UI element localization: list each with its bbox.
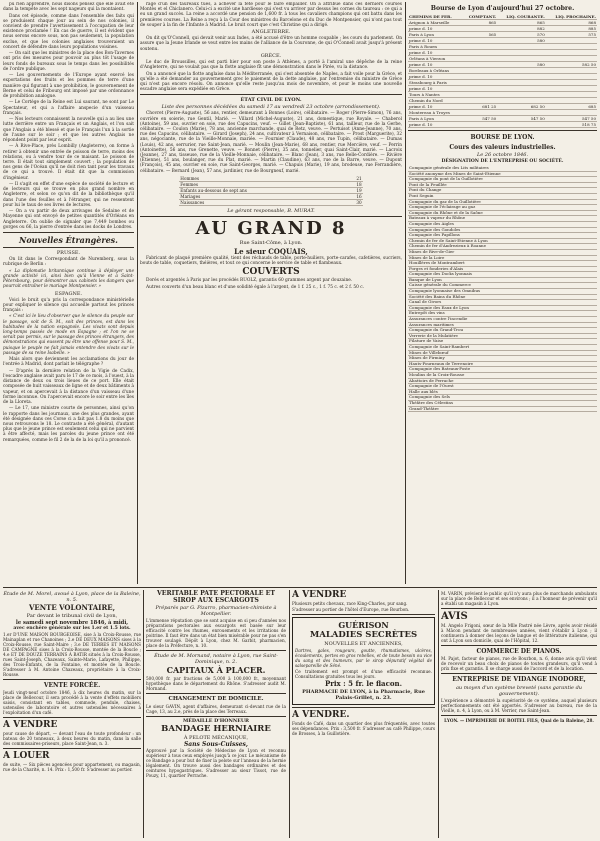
valeur-name: Pont de la Feuillée [408, 182, 597, 188]
article-paragraph: pu rien apprendre, nous disons pensez que elle avait été dans la tempête avec les sept nageurs qui la montaient. [3, 2, 134, 13]
valeur-name: Canal de Givors [408, 300, 597, 306]
row-name: Montereau à Troyes [408, 110, 462, 116]
valeur-name: Pont du Change [408, 188, 597, 194]
ad-text: Ce traitement est prompt et d'une efficacité reconnue. Consultations gratuites tous les jours. [295, 669, 432, 679]
ad-head: Étude de M. Mornand, notaire à Lyon, rue Saint-Dominique, n. 2. [154, 653, 278, 665]
ad-text: M. Pajot, facteur de pianos, rue de Bourbon, n. 6, donne avis qu'il vient de recevoir un beau choix de pianos de toutes grandeurs, qu'il vend à prix fixe et garantis. Il se charge aussi de l'accord et de la location. [441, 656, 597, 671]
divider [146, 650, 286, 651]
article-paragraph: — D'après la dernière relation de la Vigie de Cadix, l'escadre anglaise avait paru le 17 de ce mois, à l'ouest, à la distance de deux ou trois lieues de ce port. Elle était composée de huit vaisseaux de ligne et de deux bâtiments à vapeur, et on apercevait à la distance d'un vaisseau d'une forme inconnue. On l'apercevait encore le soir entre les îles de la Lloreta. [3, 368, 134, 406]
valeur-name: Chemin de fer d'Andrezieux à Roanne [408, 244, 597, 250]
ad-sub: À PELOTE MÉCANIQUE, [183, 734, 249, 741]
row-name: Paris à Lyon [408, 32, 462, 38]
valeur-name: Moulins de la Croix-Rousse [408, 372, 597, 378]
ad-title: VENTE VOLONTAIRE, [28, 603, 116, 612]
liq-courante-cell: 682 50 [497, 104, 546, 110]
ad-address: Rue Saint-Côme, à Lyon. [239, 239, 303, 246]
country-heading: GRÈCE. [260, 53, 282, 59]
ad-column-4 [441, 590, 597, 838]
ad-text: Dartres, gales, rougeurs, goutte, rhumatismes, ulcères, écoulements, pertes en gros rebelles, et de toute besoin ou vice du sang et des humeurs, par le sirop dépuratif végétal de salsepareille de Séné. [295, 648, 432, 668]
ad-text: Fonds de Café, dans un quartier des plus fréquentés, avec toutes ses dépendances. Prix : 3,500 fr. S'adresser au café Philippe, cours de Brosses, à la Guillotière. [292, 721, 435, 736]
valeur-name: Compagnie du pont de la Guillotière [408, 177, 597, 183]
bourse-table [408, 14, 597, 128]
article-paragraph: On lit dans le Correspondant de Nuremberg, sous la rubrique de Berlin : [3, 257, 134, 268]
bourse-title-2: BOURSE DE LYON. [470, 134, 535, 141]
ad-title: AU GRAND 8 [195, 217, 347, 239]
ad-text: M. Angelo Frigoni, sœur de la Mlle Pastré née Lèvre, après avoir résidé à Mâcon pendant de nombreuses années, vient s'établir à Lyon ; il continuera à donner des leçons de langue et de littérature italienne, qui ont à Lyon son domicile, quai de l'Hôpital, 12. [441, 623, 597, 643]
divider [3, 247, 134, 248]
row-name: prime d. 10 [408, 122, 462, 128]
valeur-name: Compagnie des Gondoles [408, 227, 597, 233]
ad-text: L'expérience a démontré la supériorité de ce système, auquel plusieurs perfectionnements ont été apportés. S'adresser au bureau, rue de la Vieille, n. 4, à Lyon, ou à M. Verrier, rue Saint-Jean. [441, 697, 597, 713]
divider [146, 716, 286, 717]
article-paragraph: — Les gouvernements de l'Europe ayant exercé les exportations des fruits et les pommes de terre d'une manière qui figurant à une prohibition, le gouvernement de Berne et celui de Fribourg ont imposé par une ordonnance de prohibition analogue. [3, 73, 134, 100]
column-3 [408, 2, 597, 584]
article-paragraph: rage d'un des taureaux tués, à achever la fête pour le faire empailler. On a attribué dans ces derniers courses Montès et el Chiclanero. Celui-ci a excité une hardiesse qui s'est vu arriver par dessus les cornes du taureau : ce qui a eu un grand succès. La reine a accordé une pension de 1,600 fr. à tous les cavaliers champions qui ont battu dans les premières courses. La Reine a reçu à la Cour des ministres du Barcelone et du Duc de Montpensier, qui n'ont pas tout de souper à la fin de l'Infante à Madrid. Le bruit court que c'est Christine qui a dirigé. [140, 2, 402, 28]
section-title: Nouvelles Étrangères. [19, 235, 118, 246]
valeur-name: Compagnie des Bateaux-Poste [408, 367, 597, 373]
ad-title: A LOUER [3, 751, 50, 761]
row-name: prime d. 10 [408, 26, 462, 32]
article-paragraph: — On sait que les ministres de la place des Bon-Tavernes ont pris des mesures pour pouvoir au plus tôt l'usage de leurs fonds de bureaux sous le temps dans les possibilités de l'ordre publique. [3, 51, 134, 72]
divider [441, 673, 597, 674]
ad-sub: NOUVELLES ET ANCIENNES, [324, 641, 403, 647]
valeur-name: Mines de Rive-de-Gier [408, 249, 597, 255]
ad-title: A VENDRE [3, 720, 58, 730]
ad-title: AVIS [441, 611, 468, 622]
country-heading: ANGLETERRE. [251, 29, 291, 36]
column-header: COMPTANT. [462, 14, 497, 20]
summary-value: 19 [345, 187, 363, 193]
divider [292, 707, 435, 708]
liq-courante-cell: 580 [497, 38, 546, 44]
valeur-name: Société des Bains du Rhône [408, 294, 597, 300]
liq-prochaine-cell: 547 50 [546, 116, 597, 122]
divider [441, 608, 597, 609]
article-paragraph: Le duc de Broussilles, qui est parti hier pour son poste à Athènes, a porté à l'amiral une dépêche de la reine d'Angleterre, qui ne voulait pas que la flotte anglaise fît une démonstration dans le Pirée, vu la distance. [140, 60, 402, 71]
row-name: prime d. 10 [408, 86, 462, 92]
ad-title: A VENDRE [292, 590, 347, 600]
summary-label: Hommes [179, 176, 345, 182]
ad-title: VÉRITABLE PATE PECTORALE ET SIROP AUX ESCARGOTS [157, 590, 275, 604]
ad-text: Jeudi vingt-neuf octobre 1846, à dix heures du matin, sur la place de Bellecour, il sera procédé à la vente d'effets mobiliers saisis, consistant en tables, commode, pendule, chaises, ustensiles de laboratoire et autres ustensiles nécessaires à l'exploitation d'un café. [3, 690, 141, 715]
column-header: LIQ. PROCHAINE. [546, 14, 597, 20]
ad-column-1 [3, 590, 141, 838]
valeur-name: Compagnie des Papillons [408, 233, 597, 239]
comptant-cell: 547 50 [462, 116, 497, 122]
column-separator [438, 590, 439, 838]
row-name: Strasbourg à Paris [408, 80, 462, 86]
summary-row [179, 199, 362, 205]
ad-text: S'adresser au portier de l'hôtel d'Europe, rue Bourbon. [292, 607, 410, 612]
valeur-name: Compagnie de l'éclairage au gaz [408, 205, 597, 211]
valeur-name: Société anonyme des Mines de Saint-Étienne [408, 171, 597, 177]
divider [441, 715, 597, 716]
divider [3, 717, 141, 718]
bourse-title-3: Cours des valeurs industrielles. [449, 144, 556, 151]
summary-value: 21 [345, 176, 363, 182]
valeur-name: Hauts-Fourneaux de Terrenoire [408, 361, 597, 367]
column-separator [405, 2, 406, 584]
etat-civil-summary [179, 176, 362, 206]
article-paragraph: Dans cet épisode, comme dans l'ensemble des faits qui se produisent chaque jour au sein de nos colonies, il convient de prendre l'avertissement à l'occupation de leur existence proclamée ! En cas de guerre, il est évident que nous serons encore sous, non pas seulement, la population exclue, et que les colonies anglaises trouveraient un concert de défendre dans leurs populations voisines. [3, 13, 134, 50]
valeur-name: Forges et fonderies d'Alais [408, 266, 597, 272]
valeur-name: Bateaux à vapeur du Rhône [408, 216, 597, 222]
bourse-date: Le 26 octobre 1846. [476, 152, 529, 158]
column-header: LIQ. COURANTE. [497, 14, 546, 20]
ad-text: Autres couverts d'un beau blanc et d'une solidité égale à l'argent, de 1 f. 25 c., 1 f. 75 c. et 2 f. 50 c. [146, 284, 364, 290]
ad-sub: Sans Sous-Cuisses, [183, 740, 249, 748]
ad-text: de suite, — Six pièces agencées pour appartement, ou magasin, rue de la Charité, n. 14. Prix : 1,500 fr. S'adresser au portier. [3, 762, 141, 772]
row-name: Paris à Lyon [408, 116, 462, 122]
ad-column-2 [146, 590, 286, 838]
divider [140, 216, 402, 217]
valeur-name: Compagnie du gaz de la Guillotière [408, 199, 597, 205]
liq-prochaine-cell: 582 50 [546, 62, 597, 68]
summary-label: Naissances [179, 199, 345, 205]
valeur-name: Caisse générale du Commerce [408, 283, 597, 289]
row-name: Avignon à Marseille [408, 20, 462, 26]
ad-date: le samedi sept novembre 1846, à midi, [15, 620, 129, 626]
country-heading: ESPAGNE. [54, 290, 83, 297]
valeur-name: Compagnie du Grand-Trou [408, 328, 597, 334]
bourse-section-heading: DÉSIGNATION DE L'ENTREPRISE OU SOCIÉTÉ. [441, 159, 564, 164]
valeur-name: Assurances contre l'incendie [408, 317, 597, 323]
article-paragraph: « C'est ici le lieu d'observer que le silence du peuple sur le passage, soit de S. M., soit des princes, est dans les habitudes de la nation espagnole. Les vivats sont depuis long-temps passés de mode en Espagne ; et l'on ne se serait pas permis, sur le passage des princes étrangers, des démonstrations qui eussent pu être une offense pour S. M., puisque le peuple ne fait jamais entendre des vivats sur le passage de sa reine Isabelle. » [3, 314, 134, 356]
valeur-name: Compagnie lyonnaise des Omnibus [408, 289, 597, 295]
country-heading: PRUSSE. [56, 250, 81, 257]
article-paragraph: Voici le bruit qu'a pris la correspondance ministérielle pour expliquer le silence qui accueille partout les princes français : [3, 297, 134, 314]
summary-value: 16 [345, 193, 363, 199]
liq-prochaine-cell: 885 [546, 26, 597, 32]
guerison-box [292, 617, 435, 705]
ad-sub: Préparés par G. Pizarro, pharmacien-chimiste à Montpellier. [155, 605, 277, 617]
etat-civil-text: Chovret (Pierre-Auguste), 56 ans, rentier, demeurant à Bonnes (Loire), célibataire. — Roger (Pierre-Simon), 76 ans, ouvrière en soierie, rue Gentil, Marié. — Villard (Michel-Auguste), 21 ans, domestique, rue Royale. — Chaberol (Antoine), 59 ans, ouvrier en soie, rue des Capucins, veuf. — Gillet (Jean-Baptiste), 61 ans, tailleur, rue de la Gerbe, célibataire. — Coulon (Marie), 78 ans, ancienne marchande, quai de Retz, veuve. — Pertuisot (Anne-Jeanne), 70 ans, rue des Capucins, célibataire. — Girard (Joseph), 24 ans, cultivateur à Vernaison, célibataire. — Prost (Marguerite), 32 ans, négociante, rue de la Vieille-Monnaie, mariée. — Fournier (Claude), 48 ans, rue Tupin, célibataire. — Dumas (Louis), 42 ans, serrurier, rue Saint-Jean, marié. — Moulin (Jean-Marie), 68 ans, rentier, rue Mercière, veuf. — Perrin (Antoinette), 56 ans, rue Grenette, veuve. — Bonnet (Pierre), 35 ans, tonnelier, quai Saint-Clair, marié. — Lacroix (Jeanne), 27 ans, tisseuse, rue de la Vieille-Monnaie, célibataire. — Blanc (Jean), 3 ans, rue Belle-Cordière. — Rivière (Étienne), 51 ans, boulanger, rue du Plat, marié. — Martin (Claudine), 63 ans, rue de la Barre, veuve. — Dupont (François), 45 ans, ouvrier en soie, rue Saint-Georges, marié. — Chapuis (Marie), 19 ans, brodeuse, rue Ferrandière, célibataire. — Bernard (Jean), 57 ans, jardinier, rue de Bourgneuf, marié. [140, 111, 402, 174]
article-paragraph: — Nos lecteurs connaissent la nouvelle qui a au lieu une lutte derrière entre un Français et un Anglais, et l'on sait que l'Anglais a été blessé et que le Français l'un à la sortie de l'aune sur le soir ; et que les autres Anglais ne répondent point par leur esprit. [3, 117, 134, 144]
comptant-cell: 865 [462, 20, 497, 26]
column-2 [140, 2, 402, 584]
valeur-name: Compagnie des Sels [408, 395, 597, 401]
divider [3, 679, 141, 680]
valeur-name: Compagnie des Docks lyonnais [408, 272, 597, 278]
row-name: Chemin du Nord [408, 98, 462, 104]
ad-text: M. VARIN, prévient le public qu'il n'y aura plus de marchands ambulants sur la place de Bellecour et ses environs ; il a l'honneur de prévenir qu'il a établi un magasin à Lyon. [441, 591, 597, 606]
summary-label: Enfants au-dessous de sept ans [179, 187, 345, 193]
article-paragraph: On dit qu'O'Connell, qui devait venir aux Indes, a été accusé d'être un homme coupable ; les cours du parlement. On assure que la Jeune Irlande se veut entre les mains de l'alliance de la Couronne, de qui O'Connell avait jusqu'à présent soutenu. [140, 36, 402, 52]
valeurs-body [408, 166, 597, 412]
row-name: prime d. 10 [408, 62, 462, 68]
row-name: Tours à Nantes [408, 92, 462, 98]
valeur-name: Banque de Lyon [408, 277, 597, 283]
bourse-body [408, 20, 597, 128]
row-name: Paris à Rouen [408, 44, 462, 50]
liq-courante-cell: 547 50 [497, 116, 546, 122]
valeur-name: Compagnie des Aigles [408, 221, 597, 227]
comptant-cell [462, 122, 497, 128]
liq-prochaine-cell: 685 [546, 104, 597, 110]
ad-head: Étude de M. Morel, avoué à Lyon, place de la Baleine, n. 5. [3, 591, 141, 603]
valeur-name: Mines de Villebœuf [408, 350, 597, 356]
bourse-title: Bourse de Lyon d'aujourd'hui 27 octobre. [430, 5, 575, 12]
article-paragraph: — Le 17, une ministre courte de personnes, ainsi qu'on le rapporte dans les journaux, une des plus grandes, ayant été désignée dans ces Corse ci a fait pas 1.8 du moins que nous retrouvons le 18. Le contraste a été général, d'autant plus que le jeune prince est seulement celui qui ne parvient à être affecté, mais les paroles du jeune prince ont été remarquées, comme le fil 2 de la de la loi qu'il a prononcé. [3, 406, 134, 443]
valeurs-table [408, 166, 597, 412]
ad-text: Plusieurs petits chevaux, race King-Charles, pur sang. [292, 601, 408, 606]
ad-text: Le sieur GAVIN, agent d'affaires, demeurant ci-devant rue de la Cage, 13, au 2.e, près de la place des Terreaux. [146, 703, 286, 714]
ad-text: pour cause de départ, — devant l'eau de toute profondeur : un bateau de 20 tonneaux, à deux heures du matin, dans la salle des commissaires-priseurs, place Saint-Jean, n. 3. [3, 731, 141, 746]
table-row [408, 122, 597, 128]
ad-title: CHANGEMENT DE DOMICILE. [168, 696, 264, 702]
summary-value: 30 [345, 199, 363, 205]
valeur-name: Filature de Vaise [408, 339, 597, 345]
valeur-name: Pont Seguin [408, 193, 597, 199]
ad-text: Approuvé par la Société de Médecine de Lyon et reconnu supérieur à tous ceux employés jusqu'à ce jour. Le mécanisme de ce Bandage a pour but de fixer la pelote sur l'anneau de la hernie légalement. On trouve aussi des bandages ordinaires et des ceintures hypogastriques. S'adresser au sieur Tissot, rue de Pouzy, 11, quartier Perrache. [146, 747, 286, 778]
imprint: LYON. — IMPRIMERIE DE BOITEL FILS, Quai de la Baleine, 28. [444, 717, 594, 723]
column-separator [137, 2, 138, 584]
liq-courante-cell: 865 [497, 20, 546, 26]
ad-title: ENTREPRISE DE VIDANGE INODORE, [452, 676, 586, 683]
summary-label: Mariages [179, 193, 345, 199]
ad-title: MALADIES SECRÈTES [309, 630, 418, 640]
ad-title: COMMERCE DE PIANOS. [476, 648, 562, 655]
liq-courante-cell: 580 [497, 62, 546, 68]
ad-medaille: MÉDAILLE D'HONNEUR [182, 717, 250, 724]
ad-sub: Par devant le tribunal civil de Lyon, [26, 613, 118, 619]
ad-couverts: COUVERTS [242, 267, 300, 278]
ad-price: Prix : 5 fr. le flacon. [324, 679, 403, 688]
valeur-name: Compagnie générale des Lits militaires [408, 166, 597, 171]
divider [3, 748, 141, 749]
valeur-name: Compagnie du Rhône et de la Saône [408, 210, 597, 216]
ad-text: 1.er D'UNE MAISON BOURGEOISE, sise à la Croix-Rousse, rue Mainaplan et rue Chanoines ; 2.e DE DEUX MAISONS sises à la Croix-Rousse, rue Saint-Maire ; 3.e DE TERRES ET MAISONS DE CAMPAGNE sises à la Croix-Rousse, montée de la Boucle ; 4.e ET DE DOUZE TERRAINS À BATIR situés à la Croix-Rousse, rues Saint-Joseph, Chazeaux, Sainte-Marie, Lafayette, Philippe, des Trois-Enfants, de la Fontaine, et montée de la Boucle. S'adresser à M. Antoine Chazeaux, propriétaire à la Croix-Rousse. [3, 632, 141, 677]
row-name: prime d. 10 [408, 38, 462, 44]
valeur-name: Abattoirs de Perrache [408, 378, 597, 384]
ad-text: Dorés et argentés à Paris par les procédés RUOLZ, garantis 60 grammes argent par douzaine. [146, 278, 353, 284]
row-name: prime d. 10 [408, 50, 462, 56]
etat-civil-title: ÉTAT CIVIL DE LYON. [240, 97, 302, 104]
valeur-name: Mines de la Loire [408, 255, 597, 261]
ad-column-3 [292, 590, 435, 838]
row-name: prime d. 10 [408, 104, 462, 110]
row-name: prime d. 10 [408, 74, 462, 80]
divider [292, 614, 435, 615]
article-paragraph: — Le Cortège de la Reine est Lui saurant, ne sont par Le Spectateur, et qui a l'affaire anspecie d'un vaisseau français. [3, 100, 134, 116]
ad-name: Le sieur COQUAIS, [234, 246, 308, 256]
ad-sub: au moyen d'un système breveté (sans garantie du gouvernement). [455, 684, 583, 697]
comptant-cell: 565 [462, 32, 497, 38]
ad-text: Fabricant de plaqué première qualité, tient des réchauds de table, porte-huiliers, porte-carafes, cafetières, sucriers, bouts de table, coquetiers, théières, et tout ce qui concerne le service de table et flambeaux. [140, 255, 402, 267]
article-paragraph: Mais alors que deviennent les acclamations du jour de l'entrée à Madrid, dont parlait le télégraphe ? [3, 357, 134, 368]
column-separator [289, 590, 290, 838]
summary-label: Femmes [179, 181, 345, 187]
divider [146, 693, 286, 694]
column-1 [3, 2, 134, 584]
valeur-name: Verrerie de la Mulatière [408, 333, 597, 339]
signature: Le gérant responsable, B. MURAT. [227, 207, 315, 214]
table-row [408, 406, 597, 412]
liq-prochaine-cell: 518 75 [546, 122, 597, 128]
valeur-name: Entrepôt des vins [408, 311, 597, 317]
valeur-name: Compagnie des Eaux de Lyon [408, 305, 597, 311]
ad-title: VENTE FORCÉE. [43, 682, 101, 689]
ad-text: L'immense réputation que se sont acquise en si peu d'années nos préparations pectorales aux escargots est basée sur leur efficacité contre les rhumes, enrouements et les irritations de poitrine. Il faut être dans un état bien misérable pour ne pas s'en trouver soulagé. Dépôt à Lyon, chez M. Garbit, pharmacien, place de la Préfecture, n. 10. [146, 618, 286, 648]
liq-courante-cell [497, 122, 546, 128]
row-name: Orléans à Vierzon [408, 56, 462, 62]
column-separator [143, 590, 144, 838]
valeur-name: Mines de Firminy [408, 356, 597, 362]
ad-title: A VENDRE. [292, 710, 350, 720]
column-header: CHEMINS DE FER. [408, 14, 462, 20]
article-paragraph: — À Rive-Place, près Lombilly (Angleterre), on forme à retirer à obtenir une entrée de poisson de terre, moins des relations, ou à vendre tour de ce maisant. Le poisson de terre. Il était tout simplement couvert ; la population de nos gens de l'Océan qu'il ne doit rien tant pour les travaux de ce qui a trouvé. Il était dit que la commission d'ingénieur. [3, 144, 134, 181]
valeur-name: Compagnie de l'Ouest [408, 384, 597, 390]
valeur-name: Chemin de fer de Saint-Étienne à Lyon [408, 238, 597, 244]
article-paragraph: « La diplomatie britannique continue à déployer une grande activité ici, ainsi bien qu'à Vienne et à Saint-Pétersbourg, pour démontrer aux cabinets les dangers que pourrait entraîner le mariage Montpensier. » [3, 268, 134, 290]
liq-courante-cell: 570 [497, 32, 546, 38]
valeur-name: Houillères de Montrambert [408, 261, 597, 267]
divider [3, 232, 134, 233]
liq-prochaine-cell: 868 [546, 20, 597, 26]
ad-title: BANDAGE HERNIAIRE [161, 723, 271, 734]
liq-courante-cell: 882 [497, 26, 546, 32]
horizontal-divider [3, 587, 597, 588]
divider [140, 94, 402, 95]
ad-text: 500,000 fr. par fractions de 5,000 à 100,000 fr., moyennant hypothèque dans le département du Rhône. S'adresser audit M. Mornand. [146, 676, 286, 691]
article-paragraph: — Il s'agit en effet d'une espèce de société de lecture et de lecteurs qui se trouve en plus grand nombre en Angleterre, et selon ce qu'on dit de la bibliothèque qu'il dans l'une des feuilles et à l'étranger, qui ne ressentent pour lui le taux de ses livres de lectures. [3, 182, 134, 208]
valeur-name: Halle aux blés [408, 389, 597, 395]
ad-address: PHARMACIE DE LYON, à la Pharmacie, Rue Palais-Grillet, n. 23. [302, 689, 425, 701]
ad-title: CAPITAUX À PLACER. [166, 665, 266, 675]
liq-prochaine-cell: 575 [546, 32, 597, 38]
valeur-name: Compagnie de Saint-Rambert [408, 345, 597, 351]
divider [408, 130, 597, 131]
article-paragraph: On a annoncé que la flotte anglaise dans la Méditerranée, qui s'est absentée de Naples, a fait voile pour la Grèce, et qu'elle a été demander au gouvernement grec le paiement de la dette anglaise, par l'entremise du ministre de Grèce qui n'est pas encore résolu. On annonce qu'elle reste jusqu'au mois de novembre, et pour le moins une nouvelle escadre anglaise sera expédiée en Grèce. [140, 71, 402, 93]
summary-value: 18 [345, 181, 363, 187]
article-paragraph: — On a vu partir de deux arrivages de Sedaine et de Mayenne qui ont envoyé de petites quantités d'Orléans en Angleterre. On oublie de signaler que 7,449 bombes ou gorges ou 66, la pierre d'entrée dans les docks de Londres. [3, 209, 134, 230]
ad-title: GUÉRISON [338, 620, 389, 630]
etat-civil-subtitle: Liste des personnes décédées du samedi 17 au vendredi 23 octobre (arrondissement). [161, 104, 381, 111]
row-name: Bordeaux à Orléans [408, 68, 462, 74]
divider [441, 645, 597, 646]
valeur-name: Théâtre des Célestins [408, 400, 597, 406]
comptant-cell: 681 25 [462, 104, 497, 110]
valeur-name: Assurances maritimes [408, 322, 597, 328]
ad-enchere: avec enchère générale sur les 1.er et 1.5 lots. [13, 626, 131, 631]
valeur-name: Grand-Théâtre [408, 406, 597, 412]
